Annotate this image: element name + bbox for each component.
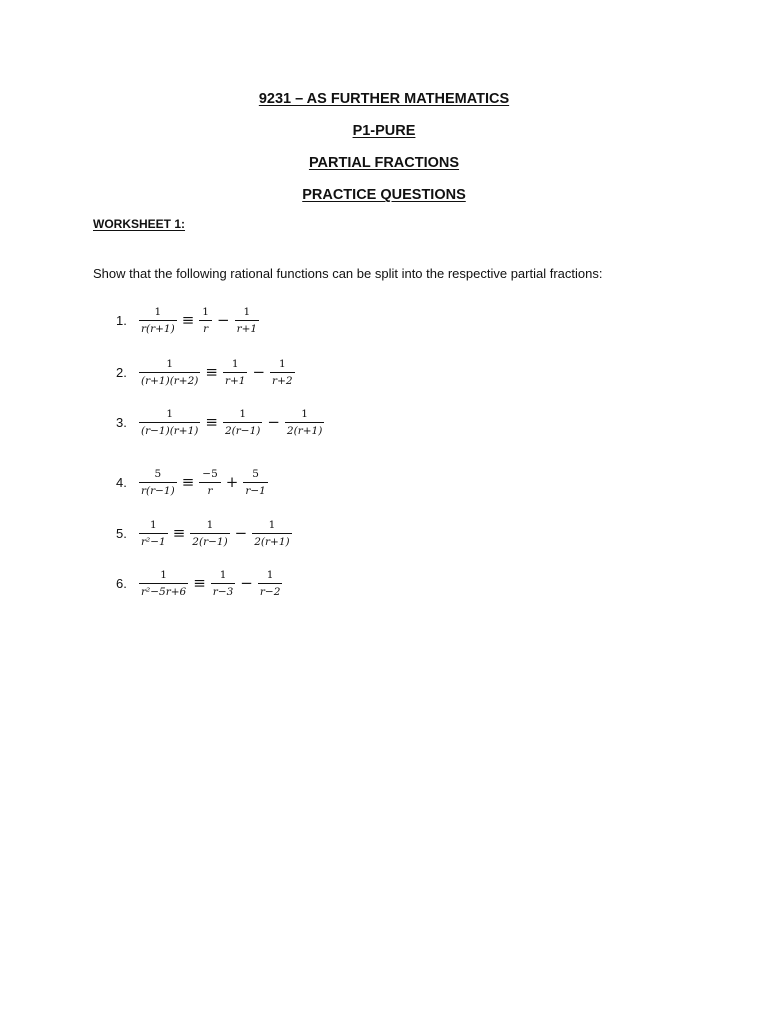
question-4: [116, 462, 269, 502]
question-number: 4.: [116, 474, 127, 490]
lhs-denominator: (r+1)(r+2): [141, 374, 199, 387]
lhs-fraction: [138, 468, 178, 497]
equiv-sign: ≡: [193, 574, 206, 592]
equation: [138, 358, 296, 387]
equiv-sign: ≡: [205, 363, 218, 381]
term2-fraction: [242, 468, 269, 497]
lhs-denominator: r²−5r+6: [141, 585, 187, 598]
question-number: 6.: [116, 575, 127, 591]
equation: [138, 306, 260, 335]
lhs-numerator: 1: [139, 306, 177, 321]
term2-denominator: 2(r+1): [254, 535, 290, 548]
term1-numerator: 1: [190, 519, 229, 534]
term2-numerator: 1: [285, 408, 324, 423]
term1-numerator: −5: [199, 468, 220, 483]
lhs-numerator: 1: [139, 569, 188, 584]
term1-fraction: [222, 358, 249, 387]
term2-denominator: r+1: [236, 322, 258, 335]
lhs-numerator: 1: [139, 408, 200, 423]
term1-denominator: r−3: [212, 585, 234, 598]
equation: [138, 519, 293, 548]
lhs-fraction: [138, 569, 189, 598]
term2-numerator: 1: [252, 519, 291, 534]
term1-fraction: [189, 519, 230, 548]
term2-fraction: [269, 358, 296, 387]
term1-fraction: [198, 468, 221, 497]
equiv-sign: ≡: [205, 413, 218, 431]
lhs-fraction: [138, 408, 201, 437]
equiv-sign: ≡: [181, 311, 195, 329]
term1-denominator: 2(r−1): [192, 535, 228, 548]
equation: [138, 569, 283, 598]
question-5: [116, 513, 293, 553]
question-1: [116, 300, 260, 340]
question-number: 3.: [116, 414, 127, 430]
question-number: 5.: [116, 525, 127, 541]
question-2: [116, 352, 296, 392]
operator-sign: −: [234, 524, 248, 542]
topic-title: [0, 154, 768, 172]
term2-denominator: r+2: [272, 374, 293, 387]
equiv-sign: ≡: [181, 473, 195, 491]
term1-denominator: 2(r−1): [224, 424, 261, 437]
operator-sign: −: [216, 311, 230, 329]
term2-numerator: 1: [258, 569, 283, 584]
lhs-denominator: (r−1)(r+1): [141, 424, 199, 437]
lhs-denominator: r(r−1): [141, 484, 175, 497]
operator-sign: −: [252, 363, 266, 381]
equation: [138, 408, 325, 437]
lhs-fraction: [138, 358, 201, 387]
paper-title: [0, 122, 768, 140]
worksheet-label: WORKSHEET 1:: [93, 217, 186, 231]
lhs-denominator: r(r+1): [141, 322, 175, 335]
subtitle-text: PRACTICE QUESTIONS: [302, 187, 466, 203]
question-3: [116, 402, 325, 442]
term1-denominator: r: [207, 484, 213, 497]
term2-numerator: 1: [270, 358, 295, 373]
equiv-sign: ≡: [172, 524, 186, 542]
course-title: [0, 90, 768, 108]
term1-numerator: 1: [199, 306, 212, 321]
question-6: [116, 563, 283, 603]
course-title-text: 9231 – AS FURTHER MATHEMATICS: [258, 91, 510, 107]
term1-denominator: r+1: [224, 374, 246, 387]
term2-fraction: [234, 306, 261, 335]
term1-fraction: [222, 408, 263, 437]
term2-denominator: r−1: [245, 484, 266, 497]
term1-fraction: [198, 306, 213, 335]
term2-fraction: [251, 519, 292, 548]
lhs-numerator: 1: [139, 358, 200, 373]
term2-denominator: r−2: [259, 585, 281, 598]
term1-fraction: [210, 569, 237, 598]
term2-numerator: 5: [243, 468, 268, 483]
term1-denominator: r: [203, 322, 209, 335]
topic-title-text: PARTIAL FRACTIONS: [308, 155, 460, 171]
lhs-fraction: [138, 306, 178, 335]
term2-fraction: [284, 408, 325, 437]
lhs-fraction: [138, 519, 169, 548]
term2-fraction: [257, 569, 284, 598]
question-number: 1.: [116, 312, 127, 328]
term1-numerator: 1: [211, 569, 236, 584]
equation: [138, 468, 269, 497]
subtitle: [0, 186, 768, 204]
operator-sign: −: [267, 413, 280, 431]
instructions-text: Show that the following rational functions can be split into the respective partial fractions:: [93, 266, 603, 281]
operator-sign: +: [225, 473, 239, 491]
question-number: 2.: [116, 364, 127, 380]
operator-sign: −: [240, 574, 253, 592]
term1-numerator: 1: [223, 358, 248, 373]
lhs-numerator: 1: [139, 519, 168, 534]
term2-numerator: 1: [235, 306, 260, 321]
lhs-numerator: 5: [139, 468, 177, 483]
paper-title-text: P1-PURE: [352, 123, 416, 139]
term2-denominator: 2(r+1): [286, 424, 323, 437]
lhs-denominator: r²−1: [141, 535, 166, 548]
term1-numerator: 1: [223, 408, 262, 423]
